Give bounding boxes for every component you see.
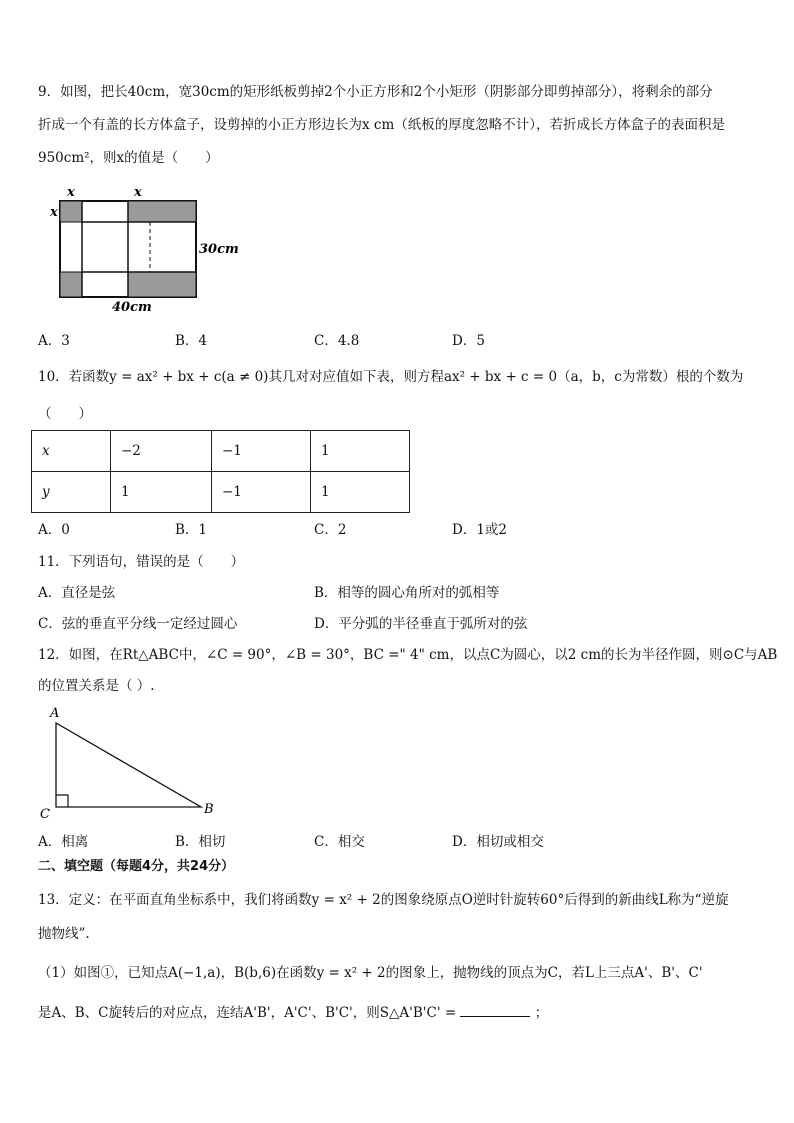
q13-line4-text: 是A、B、C旋转后的对应点，连结A'B'，A'C'、B'C'，则S△A'B'C' = <box>38 1005 457 1021</box>
q10-stem-line1: 10．若函数y = ax² + bx + c(a ≠ 0)其几对对应值如下表，则方程ax² + bx + c = 0（a，b，c为常数）根的个数为 <box>38 369 744 385</box>
q12-option-b: B．相切 <box>175 834 226 850</box>
table-cell: −1 <box>212 472 311 513</box>
q10-option-c: C．2 <box>314 522 347 538</box>
label-40cm: 40cm <box>112 300 152 313</box>
q9-cardboard-figure <box>46 183 256 313</box>
q13-line4-end: ； <box>534 1005 549 1021</box>
table-cell: −1 <box>212 431 311 472</box>
q10-option-a: A．0 <box>38 522 70 538</box>
q12-option-d: D．相切或相交 <box>452 834 544 850</box>
label-x-top-1: x <box>67 185 75 200</box>
cut-rect-top-right <box>128 201 196 222</box>
q9-option-d: D．5 <box>452 333 485 349</box>
table-row-y <box>32 472 410 513</box>
cut-rect-bottom-right <box>128 272 196 297</box>
q9-stem-line2: 折成一个有盖的长方体盒子，设剪掉的小正方形边长为x cm（纸板的厚度忽略不计），若折成长方体盒子的表面积是 <box>38 117 726 133</box>
q11-option-b: B．相等的圆心角所对的弧相等 <box>314 585 500 601</box>
label-x-top-2: x <box>134 185 142 200</box>
q12-option-c: C．相交 <box>314 834 365 850</box>
table-cell: 1 <box>311 472 410 513</box>
label-30cm: 30cm <box>199 242 239 257</box>
table-row-x <box>32 431 410 472</box>
q9-option-b: B．4 <box>175 333 208 349</box>
q9-stem-line1: 9．如图，把长40cm，宽30cm的矩形纸板剪掉2个小正方形和2个小矩形（阴影部分即剪掉部分），将剩余的部分 <box>38 84 713 100</box>
q12-triangle-figure <box>36 703 226 823</box>
q13-stem-line3: （1）如图①，已知点A(−1,a)，B(b,6)在函数y = x² + 2的图象上，抛物线的顶点为C，若L上三点A'、B'、C' <box>38 965 703 981</box>
vertex-a-label: A <box>50 706 60 721</box>
table-cell: 1 <box>111 472 212 513</box>
q11-option-a: A．直径是弦 <box>38 585 116 601</box>
answer-blank[interactable] <box>460 1004 530 1017</box>
q10-value-table <box>31 430 410 513</box>
table-cell: y <box>32 472 111 513</box>
cut-square-top-left <box>60 201 82 222</box>
q10-stem-line2: （ ） <box>38 406 92 422</box>
q11-stem: 11．下列语句，错误的是（ ） <box>38 554 245 570</box>
q13-stem-line4 <box>38 1003 548 1023</box>
q11-option-d: D．平分弧的半径垂直于弧所对的弦 <box>314 616 528 632</box>
q13-stem-line2: 抛物线”. <box>38 926 90 942</box>
q9-stem-line3: 950cm²，则x的值是（ ） <box>38 150 219 166</box>
table-cell: x <box>32 431 111 472</box>
q12-stem-line2: 的位置关系是（ ）. <box>38 678 155 694</box>
q10-option-d: D．1或2 <box>452 522 508 538</box>
label-x-left: x <box>50 205 58 220</box>
q12-stem-line1: 12．如图，在Rt△ABC中，∠C = 90°，∠B = 30°，BC =" 4" cm，以点C为圆心，以2 cm的长为半径作圆，则⊙C与AB <box>38 647 778 663</box>
q9-option-c: C．4.8 <box>314 333 360 349</box>
table-cell: −2 <box>111 431 212 472</box>
q10-option-b: B．1 <box>175 522 208 538</box>
q13-stem-line1: 13．定义：在平面直角坐标系中，我们将函数y = x² + 2的图象绕原点O逆时针旋转60°后得到的新曲线L称为“逆旋 <box>38 892 729 908</box>
table-cell: 1 <box>311 431 410 472</box>
vertex-b-label: B <box>204 802 214 817</box>
cut-square-bottom-left <box>60 272 82 297</box>
vertex-c-label: C <box>40 807 50 822</box>
q9-option-a: A．3 <box>38 333 70 349</box>
q12-option-a: A．相离 <box>38 834 89 850</box>
section-title-fill-in: 二、填空题（每题4分，共24分） <box>38 859 235 874</box>
q11-option-c: C．弦的垂直平分线一定经过圆心 <box>38 616 238 632</box>
